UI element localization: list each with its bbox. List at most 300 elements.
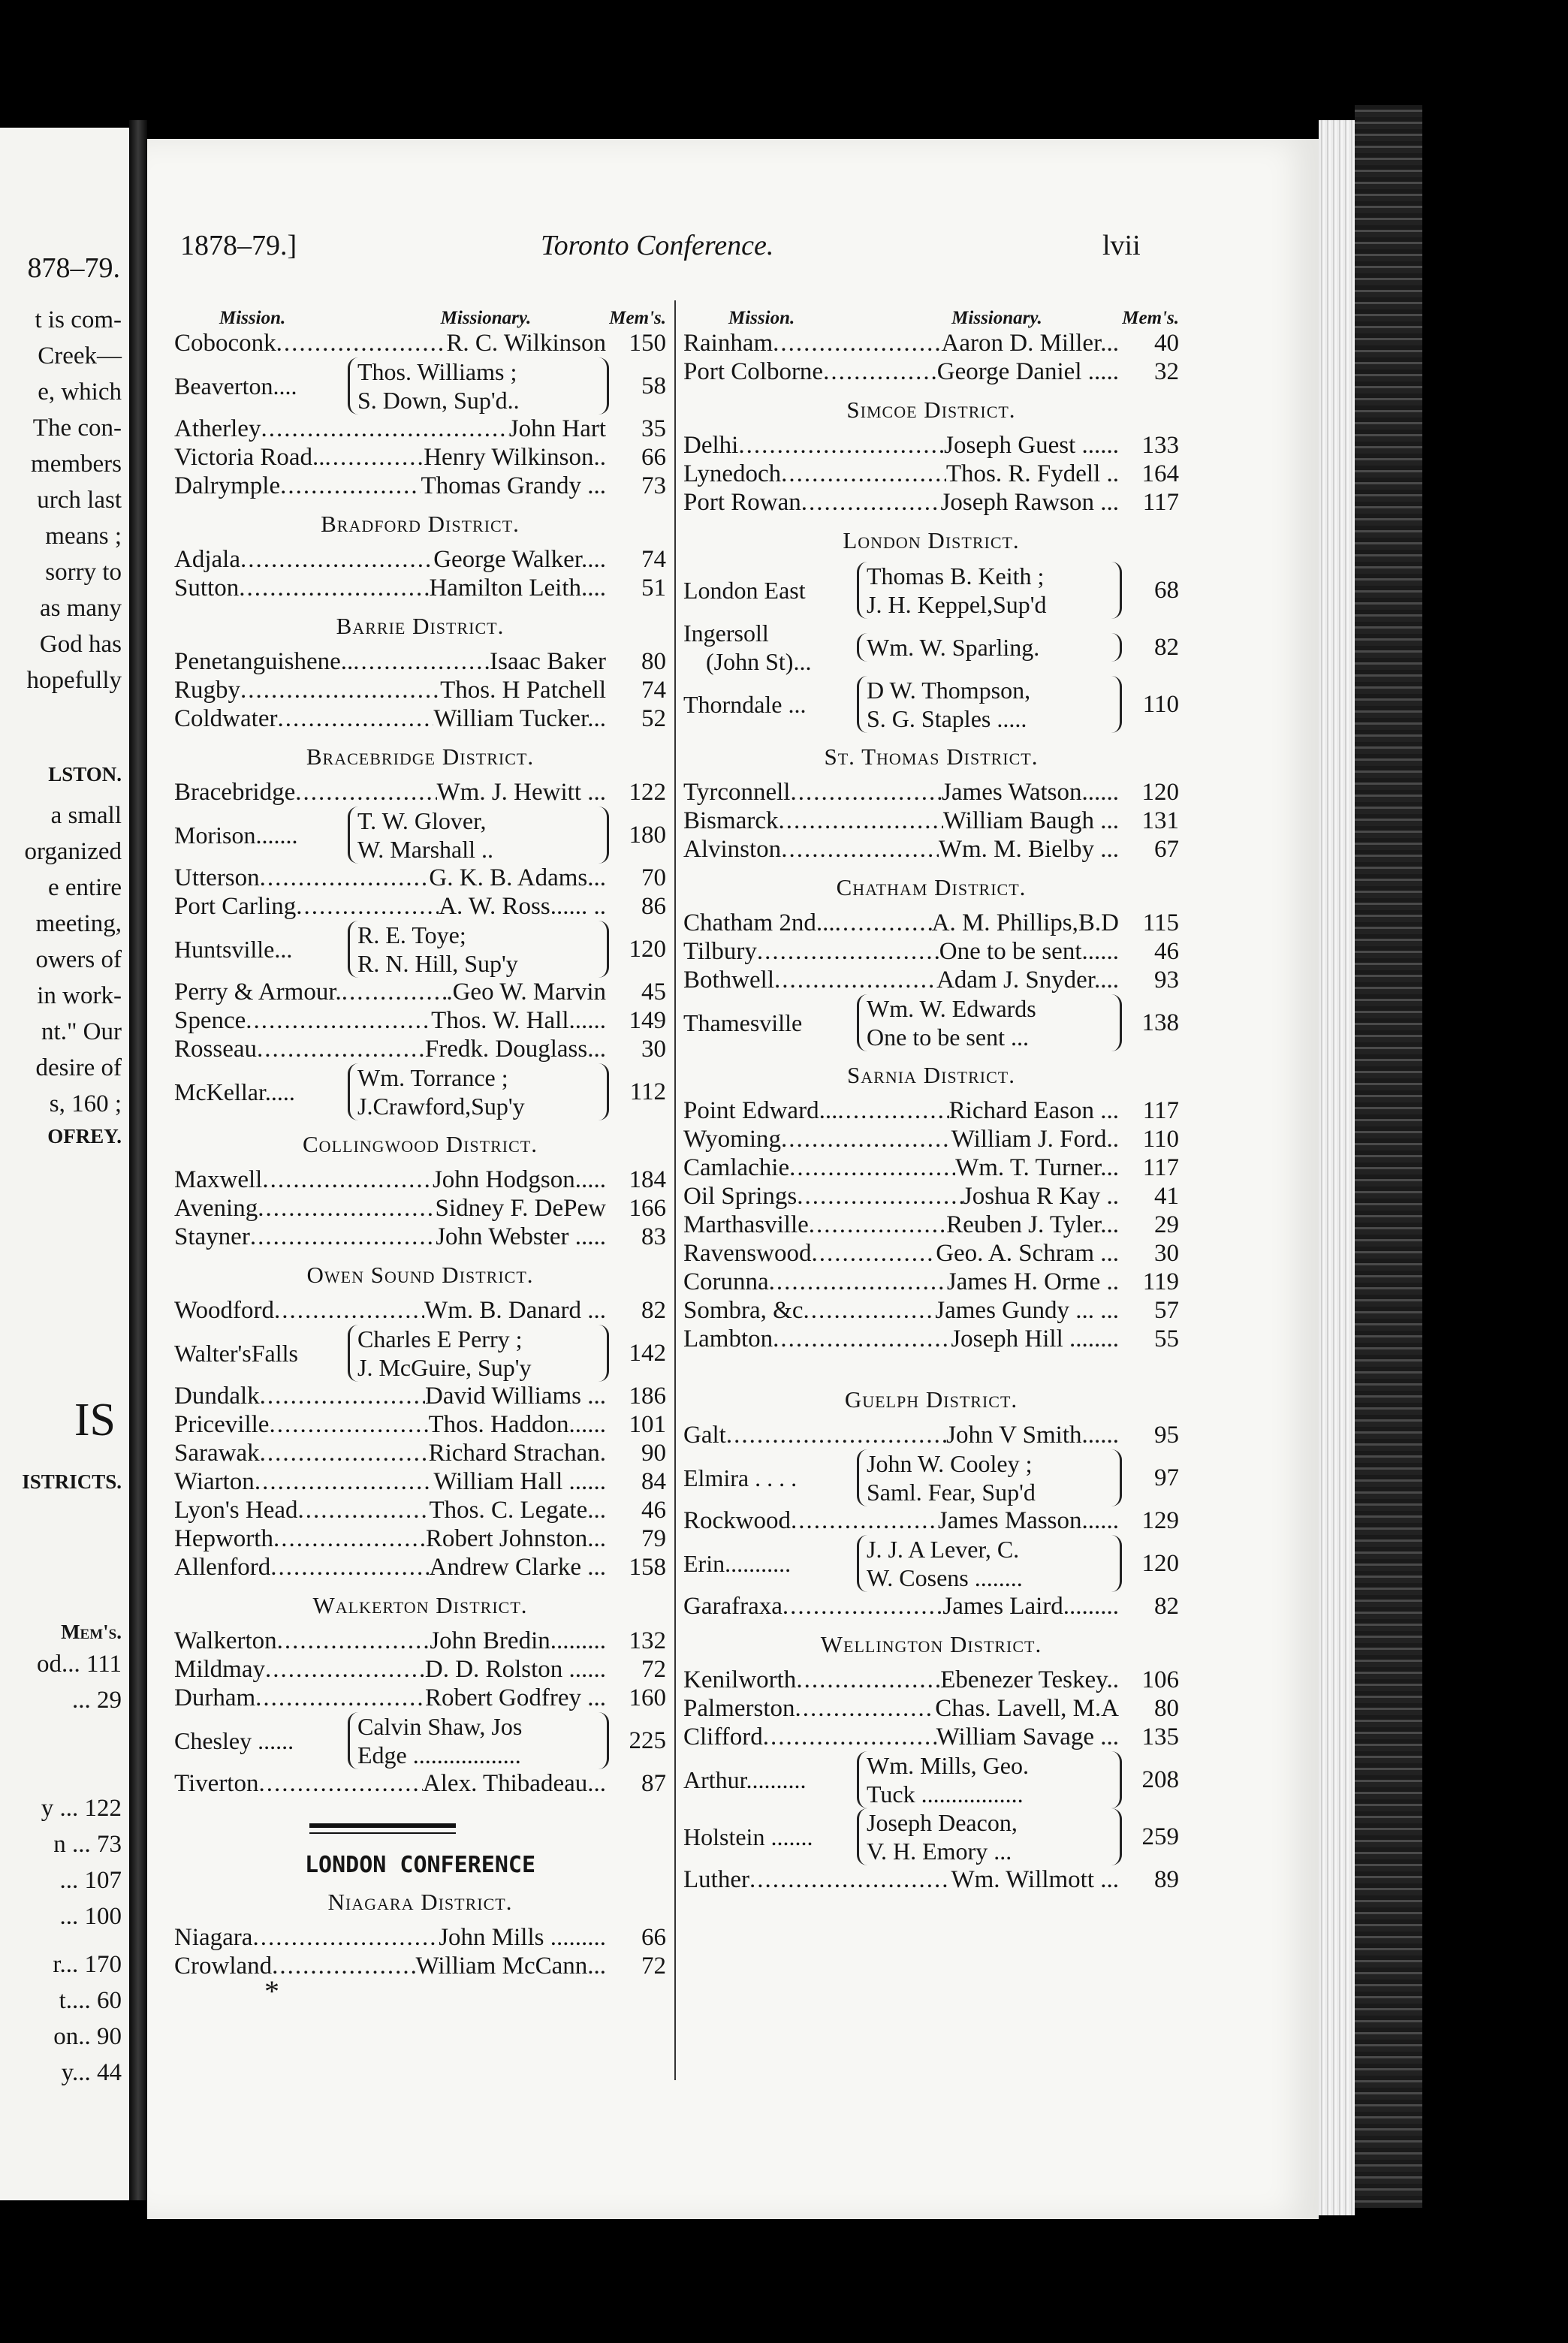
mission-name: Port Rowan xyxy=(683,489,801,516)
mission-name: McKellar..... xyxy=(174,1078,295,1105)
leader-dots xyxy=(726,1421,946,1449)
mission-row xyxy=(683,431,1179,460)
previous-page-text: desire of xyxy=(35,1054,122,1081)
mission-row xyxy=(174,472,666,500)
member-count: 87 xyxy=(641,1770,666,1797)
member-count: 142 xyxy=(629,1340,666,1367)
missionary-name: D W. Thompson, xyxy=(867,677,1031,704)
missionary-name: Saml. Fear, Sup'd xyxy=(867,1479,1036,1506)
member-count: 52 xyxy=(641,705,666,732)
mission-name: Atherley xyxy=(174,415,261,442)
leader-dots xyxy=(261,415,508,443)
member-count: 82 xyxy=(1154,1593,1179,1620)
previous-page-text: nt." Our xyxy=(41,1018,122,1045)
column-divider xyxy=(674,300,676,2080)
mission-name: Penetanguishene.. xyxy=(174,648,354,675)
missionary-name: Hamilton Leith.... xyxy=(429,574,606,602)
column-heading-members: Mem's. xyxy=(609,308,666,328)
missionary-name: Edge .................. xyxy=(357,1741,521,1769)
column-heading-mission: Mission. xyxy=(728,308,795,328)
district-heading: St. Thomas District. xyxy=(824,743,1039,770)
mission-name: Garafraxa xyxy=(683,1593,782,1620)
mission-name: Hepworth xyxy=(174,1525,273,1552)
column-headings xyxy=(683,300,1179,329)
member-count: 110 xyxy=(1142,691,1179,718)
section-rule xyxy=(309,1823,456,1828)
missionary-brace xyxy=(348,1712,609,1769)
missionary-name: Joseph Hill ........ xyxy=(951,1325,1119,1352)
member-count: 30 xyxy=(641,1036,666,1063)
missionary-name: Sidney F. DePew xyxy=(435,1195,606,1222)
missionary-name: J.Crawford,Sup'y xyxy=(357,1093,525,1120)
member-count: 112 xyxy=(629,1078,666,1105)
mission-row xyxy=(683,1239,1179,1268)
missionary-brace xyxy=(857,1808,1122,1865)
missionary-name: John Bredin......... xyxy=(430,1627,606,1654)
member-count: 70 xyxy=(641,864,666,891)
missionary-name: S. Down, Sup'd.. xyxy=(357,387,520,414)
missionary-brace xyxy=(857,676,1122,733)
leader-dots xyxy=(239,574,429,602)
missionary-name: Joseph Deacon, xyxy=(867,1809,1018,1836)
mission-name: Port Carling xyxy=(174,893,297,920)
missionary-name: James Masson...... xyxy=(937,1507,1119,1534)
leader-dots xyxy=(298,1496,430,1524)
missionary-name: Joseph Guest ...... xyxy=(944,432,1119,459)
missionary-name: Thos. H Patchell xyxy=(440,677,606,704)
mission-row xyxy=(683,357,1179,386)
mission-name: Tilbury xyxy=(683,938,757,965)
mission-row xyxy=(683,329,1179,357)
member-count: 57 xyxy=(1154,1297,1179,1324)
leader-dots xyxy=(789,1153,955,1182)
mission-row xyxy=(174,574,666,602)
mission-name: Clifford xyxy=(683,1723,763,1750)
previous-page-text: God has xyxy=(39,631,122,658)
leader-dots xyxy=(757,937,939,966)
member-count: 110 xyxy=(1142,1126,1179,1153)
missionary-name: T. W. Glover, xyxy=(357,807,487,834)
mission-row xyxy=(683,1506,1179,1535)
missionary-name: William Savage ... xyxy=(936,1723,1119,1750)
mission-name: Durham xyxy=(174,1684,256,1711)
mission-name: Corunna xyxy=(683,1268,769,1295)
missionary-name: J. J. A Lever, C. xyxy=(867,1536,1020,1563)
right-column xyxy=(683,300,1179,1894)
mission-name: Camlachie xyxy=(683,1154,790,1181)
previous-page-text: OFREY. xyxy=(47,1125,122,1147)
missionary-name: George Walker.... xyxy=(433,546,606,573)
mission-row xyxy=(683,1153,1179,1182)
missionary-brace xyxy=(857,562,1122,619)
district-heading: Niagara District. xyxy=(327,1889,513,1915)
member-count: 40 xyxy=(1154,330,1179,357)
missionary-name: John W. Cooley ; xyxy=(867,1450,1033,1477)
mission-row xyxy=(174,1035,666,1063)
leader-dots xyxy=(781,460,946,488)
previous-page-header: 878–79. xyxy=(27,252,120,284)
mission-name: Marthasville xyxy=(683,1211,809,1238)
previous-page-text: s, 160 ; xyxy=(49,1090,122,1117)
member-count: 84 xyxy=(641,1468,666,1495)
leader-dots xyxy=(769,1268,947,1296)
mission-name: Rainham xyxy=(683,330,773,357)
previous-page-text: on.. 90 xyxy=(53,2023,122,2050)
member-count: 117 xyxy=(1142,489,1179,516)
previous-page-text: ISTRICTS. xyxy=(22,1470,122,1493)
braced-mission-row xyxy=(174,1712,666,1769)
previous-page-text: in work- xyxy=(37,982,122,1009)
member-count: 184 xyxy=(629,1166,666,1193)
member-count: 129 xyxy=(1141,1507,1179,1534)
leader-dots xyxy=(250,1223,436,1251)
leader-dots xyxy=(265,1655,425,1684)
missionary-name: Thomas Grandy ... xyxy=(421,472,606,499)
mission-name: Wiarton xyxy=(174,1468,255,1495)
mission-row xyxy=(174,1952,666,1980)
missionary-name: David Williams ... xyxy=(425,1383,606,1410)
previous-page-text: n ... 73 xyxy=(53,1831,122,1858)
member-count: 67 xyxy=(1154,836,1179,863)
missionary-name: G. K. B. Adams... xyxy=(429,864,606,891)
leader-dots xyxy=(774,966,936,994)
missionary-name: Wm. M. Bielby ... xyxy=(938,836,1119,863)
missionary-name: Wm. Mills, Geo. xyxy=(867,1752,1029,1779)
braced-mission-row xyxy=(174,921,666,978)
member-count: 131 xyxy=(1141,807,1179,834)
member-count: 35 xyxy=(641,415,666,442)
missionary-brace xyxy=(857,1535,1122,1592)
member-count: 119 xyxy=(1142,1268,1179,1295)
missionary-name: Richard Strachan. xyxy=(428,1440,606,1467)
column-heading-missionary: Missionary. xyxy=(951,308,1042,328)
leader-dots xyxy=(791,1506,938,1535)
leader-dots xyxy=(258,1194,435,1223)
previous-page-text: e entire xyxy=(47,874,122,901)
district-heading: Simcoe District. xyxy=(846,397,1016,423)
missionary-name: Ebenezer Teskey.. xyxy=(940,1666,1119,1693)
mission-name: Beaverton.... xyxy=(174,372,297,400)
mission-name: Mildmay xyxy=(174,1656,265,1683)
mission-name: Kenilworth xyxy=(683,1666,797,1693)
member-count: 225 xyxy=(629,1727,666,1754)
leader-dots xyxy=(835,909,932,937)
leader-dots xyxy=(295,778,436,807)
mission-name: Erin........... xyxy=(683,1550,792,1577)
missionary-brace xyxy=(857,1751,1122,1808)
missionary-name: Chas. Lavell, M.A xyxy=(935,1695,1119,1722)
member-count: 51 xyxy=(641,574,666,602)
mission-row xyxy=(174,676,666,704)
leader-dots xyxy=(260,1382,425,1410)
braced-mission-row xyxy=(683,619,1179,676)
leader-dots xyxy=(790,778,942,807)
member-count: 29 xyxy=(1154,1211,1179,1238)
mission-name: Elmira . . . . xyxy=(683,1464,798,1491)
mission-row xyxy=(174,1467,666,1496)
member-count: 66 xyxy=(641,1924,666,1951)
member-count: 106 xyxy=(1141,1666,1179,1693)
member-count: 259 xyxy=(1141,1823,1179,1850)
braced-mission-row xyxy=(683,1449,1179,1506)
missionary-name: Thos. R. Fydell .. xyxy=(945,460,1119,487)
member-count: 74 xyxy=(641,546,666,573)
district-heading: Barrie District. xyxy=(336,613,505,639)
district-heading: Bradford District. xyxy=(321,511,520,537)
conference-heading: LONDON CONFERENCE xyxy=(304,1852,536,1878)
member-count: 117 xyxy=(1142,1097,1179,1124)
mission-row xyxy=(174,1439,666,1467)
mission-name: Bracebridge xyxy=(174,779,296,806)
member-count: 72 xyxy=(641,1656,666,1683)
district-heading: Chatham District. xyxy=(836,874,1027,900)
leader-dots xyxy=(796,1666,940,1694)
leader-dots xyxy=(296,892,439,921)
missionary-name: Wm. Torrance ; xyxy=(357,1064,508,1091)
mission-name: Lynedoch xyxy=(683,460,782,487)
member-count: 74 xyxy=(641,677,666,704)
mission-row xyxy=(174,1410,666,1439)
mission-name: Utterson xyxy=(174,864,260,891)
member-count: 45 xyxy=(641,979,666,1006)
leader-dots xyxy=(277,1627,430,1655)
mission-name: Allenford xyxy=(174,1554,271,1581)
leader-dots xyxy=(823,357,930,386)
missionary-name: W. Marshall .. xyxy=(357,836,494,863)
missionary-name: William Tucker... xyxy=(433,705,606,732)
member-count: 120 xyxy=(629,936,666,963)
member-count: 122 xyxy=(629,779,666,806)
mission-row xyxy=(683,1125,1179,1153)
previous-page-text: y ... 122 xyxy=(41,1795,122,1822)
previous-page-text: r... 170 xyxy=(53,1951,122,1978)
leader-dots xyxy=(353,647,490,676)
missionary-name: Wm. Willmott ... xyxy=(951,1866,1119,1893)
mission-name: Tiverton xyxy=(174,1770,259,1797)
member-count: 95 xyxy=(1154,1422,1179,1449)
mission-name: Wyoming xyxy=(683,1126,782,1153)
missionary-name: John Hart xyxy=(508,415,606,442)
member-count: 32 xyxy=(1154,358,1179,385)
braced-mission-row xyxy=(683,562,1179,619)
mission-row xyxy=(174,1923,666,1952)
member-count: 97 xyxy=(1154,1464,1179,1491)
member-count: 83 xyxy=(641,1223,666,1250)
missionary-name: William Hall ...... xyxy=(433,1468,606,1495)
braced-mission-row xyxy=(174,1063,666,1120)
missionary-name: William J. Ford.. xyxy=(951,1126,1119,1153)
mission-row xyxy=(174,1194,666,1223)
column-heading-members: Mem's. xyxy=(1122,308,1179,328)
previous-page-text: owers of xyxy=(35,946,122,973)
section-rule xyxy=(309,1832,456,1834)
member-count: 164 xyxy=(1141,460,1179,487)
missionary-brace xyxy=(348,1325,609,1382)
mission-name: Rockwood xyxy=(683,1507,791,1534)
missionary-brace xyxy=(348,921,609,978)
member-count: 138 xyxy=(1141,1009,1179,1036)
member-count: 160 xyxy=(629,1684,666,1711)
mission-name: Sarawak xyxy=(174,1440,260,1467)
member-count: 46 xyxy=(641,1497,666,1524)
missionary-name: James H. Orme .. xyxy=(946,1268,1119,1295)
leader-dots xyxy=(781,835,939,864)
missionary-name: V. H. Emory ... xyxy=(867,1838,1012,1865)
missionary-name: Robert Johnston... xyxy=(425,1525,606,1552)
member-count: 133 xyxy=(1141,432,1179,459)
leader-dots xyxy=(246,1006,431,1035)
member-count: 115 xyxy=(1142,909,1179,936)
mission-row xyxy=(174,1006,666,1035)
missionary-name: W. Cosens ........ xyxy=(867,1564,1023,1591)
mission-row xyxy=(683,1211,1179,1239)
mission-row xyxy=(174,415,666,443)
left-column xyxy=(174,300,666,2008)
braced-mission-row xyxy=(683,1808,1179,1865)
previous-page-text: t.... 60 xyxy=(59,1987,122,2014)
mission-row xyxy=(174,545,666,574)
leader-dots xyxy=(803,1296,935,1325)
mission-name: Chesley ...... xyxy=(174,1727,294,1754)
member-count: 82 xyxy=(641,1297,666,1324)
book-cover-edge xyxy=(1355,105,1422,2208)
mission-name-line: (John St)... xyxy=(706,648,812,675)
member-count: 41 xyxy=(1154,1183,1179,1210)
district-heading: Guelph District. xyxy=(844,1386,1018,1413)
missionary-brace xyxy=(857,633,1122,662)
braced-mission-row xyxy=(683,994,1179,1051)
mission-row xyxy=(683,1325,1179,1353)
member-count: 80 xyxy=(1154,1695,1179,1722)
mission-row xyxy=(683,1296,1179,1325)
member-count: 120 xyxy=(1141,779,1179,806)
member-count: 150 xyxy=(629,330,666,357)
member-count: 46 xyxy=(1154,938,1179,965)
missionary-name: James Gundy ... ... xyxy=(935,1297,1119,1324)
leader-dots xyxy=(778,807,942,835)
mission-row xyxy=(174,1382,666,1410)
mission-row xyxy=(683,966,1179,994)
missionary-name: J. McGuire, Sup'y xyxy=(357,1354,532,1381)
mission-name: Victoria Road.. xyxy=(174,444,325,471)
missionary-brace xyxy=(857,994,1122,1051)
member-count: 89 xyxy=(1154,1866,1179,1893)
district-heading: Walkerton District. xyxy=(312,1592,528,1618)
leader-dots xyxy=(773,1325,951,1353)
mission-name: Oil Springs xyxy=(683,1183,798,1210)
mission-row xyxy=(174,1655,666,1684)
mission-name: Adjala xyxy=(174,546,240,573)
member-count: 66 xyxy=(641,444,666,471)
member-count: 120 xyxy=(1141,1550,1179,1577)
previous-page-text: organized xyxy=(24,838,122,865)
mission-row xyxy=(174,892,666,921)
missionary-name: Thos. C. Legate... xyxy=(429,1497,606,1524)
mission-name: Sutton xyxy=(174,574,240,602)
district-heading: Owen Sound District. xyxy=(306,1262,534,1288)
mission-row xyxy=(174,329,666,357)
member-count: 132 xyxy=(629,1627,666,1654)
mission-row xyxy=(174,778,666,807)
previous-page-text: Creek— xyxy=(38,342,122,369)
leader-dots xyxy=(342,978,447,1006)
mission-name: Port Colborne xyxy=(683,358,824,385)
previous-page-text: means ; xyxy=(45,523,122,550)
mission-name: Lyon's Head xyxy=(174,1497,298,1524)
mission-row xyxy=(683,937,1179,966)
previous-page-text: urch last xyxy=(37,487,122,514)
footnote-asterisk: * xyxy=(264,1974,279,2008)
mission-name: Bothwell xyxy=(683,966,774,994)
mission-name: Point Edward... xyxy=(683,1097,838,1124)
leader-dots xyxy=(257,1035,425,1063)
mission-name: Thamesville xyxy=(683,1009,803,1036)
leader-dots xyxy=(272,1952,415,1980)
missionary-name: Henry Wilkinson.. xyxy=(424,444,606,471)
missionary-name: Calvin Shaw, Jos xyxy=(357,1713,523,1740)
member-count: 79 xyxy=(641,1525,666,1552)
mission-name: Huntsville... xyxy=(174,936,293,963)
mission-name: Stayner xyxy=(174,1223,250,1250)
missionary-name: Charles E Perry ; xyxy=(357,1325,523,1352)
leader-dots xyxy=(262,1165,433,1194)
member-count: 158 xyxy=(629,1554,666,1581)
mission-name: Ravenswood xyxy=(683,1240,812,1267)
mission-name: Spence xyxy=(174,1007,246,1034)
mission-name: Luther xyxy=(683,1866,749,1893)
missionary-name: Wm. B. Danard ... xyxy=(424,1297,606,1324)
mission-name: Rugby xyxy=(174,677,241,704)
previous-page-text: sorry to xyxy=(45,559,122,586)
missionary-name: Andrew Clarke ... xyxy=(429,1554,606,1581)
braced-mission-row xyxy=(683,1751,1179,1808)
mission-row xyxy=(683,835,1179,864)
member-count: 166 xyxy=(629,1195,666,1222)
mission-row xyxy=(683,1268,1179,1296)
member-count: 80 xyxy=(641,648,666,675)
previous-page-text: as many xyxy=(39,595,122,622)
leader-dots xyxy=(773,329,941,357)
braced-mission-row xyxy=(174,357,666,415)
member-count: 117 xyxy=(1142,1154,1179,1181)
page-header-title: Toronto Conference. xyxy=(541,230,774,261)
mission-name: Lambton xyxy=(683,1325,773,1352)
mission-row xyxy=(683,778,1179,807)
column-heading-mission: Mission. xyxy=(219,308,286,328)
previous-page-text: e, which xyxy=(38,378,122,406)
mission-name: Crowland xyxy=(174,1952,273,1980)
missionary-name: One to be sent ... xyxy=(867,1024,1029,1051)
leader-dots xyxy=(325,443,424,472)
member-count: 90 xyxy=(641,1440,666,1467)
member-count: 86 xyxy=(641,893,666,920)
missionary-brace xyxy=(348,1063,609,1120)
previous-page-text: The con- xyxy=(32,415,122,442)
mission-row xyxy=(174,1627,666,1655)
member-count: 135 xyxy=(1141,1723,1179,1750)
member-count: 149 xyxy=(629,1007,666,1034)
leader-dots xyxy=(240,676,440,704)
mission-row xyxy=(683,488,1179,517)
leader-dots xyxy=(782,1592,943,1621)
missionary-name: Fredk. Douglass... xyxy=(424,1036,606,1063)
missionary-name: A. W. Ross...... .. xyxy=(439,893,606,920)
mission-row xyxy=(174,1165,666,1194)
leader-dots xyxy=(274,1296,424,1325)
mission-name: Morison....... xyxy=(174,822,298,849)
missionary-name: Wm. W. Edwards xyxy=(867,995,1036,1022)
missionary-name: Richard Eason ... xyxy=(948,1097,1119,1124)
